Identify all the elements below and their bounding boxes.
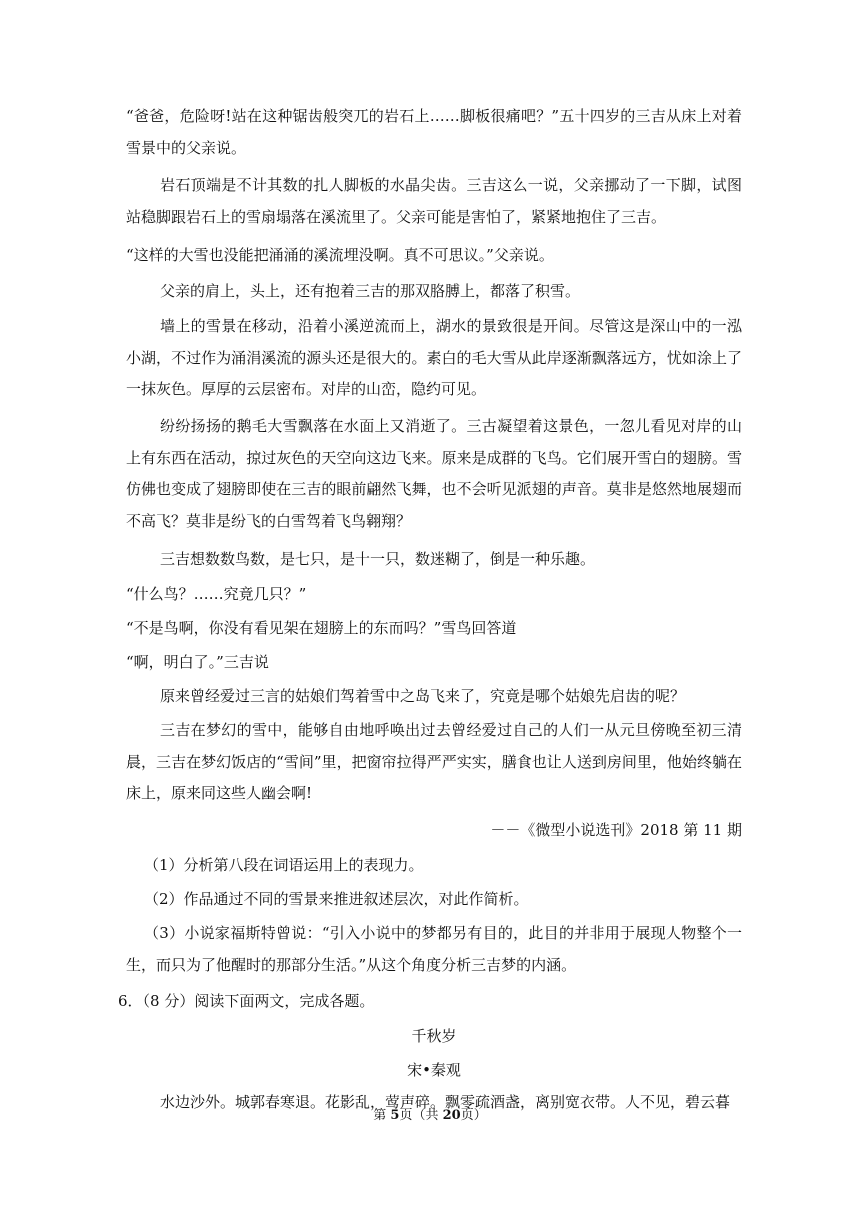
- footer-middle: 页（共: [399, 1108, 443, 1123]
- footer-suffix: 页）: [460, 1108, 487, 1123]
- paragraph-8: “什么鸟？……究竟几只？”: [126, 585, 307, 603]
- footer-page-number: 5: [390, 1108, 400, 1123]
- poem-first-line: 水边沙外。城郭春寒退。花影乱，莺声碎。飘零疏酒盏，离别宽衣带。人不见，碧云暮: [160, 1093, 731, 1111]
- paragraph-5: 墙上的雪景在移动，沿着小溪逆流而上，湖水的景致很是开间。尽管这是深山中的一泓小湖，不过作为涌涓溪流的源头还是很大的。素白的毛大雪从此岸逐渐飘落远方，忧如涂上了一抹灰色。厚厚的云层密布。对岸的山峦，隐约可见。: [126, 317, 742, 398]
- paragraph-3: “这样的大雪也没能把涌涌的溪流埋没啊。真不可思议。”父亲说。: [126, 246, 554, 264]
- question-2: （2）作品通过不同的雪景来推进叙述层次，对此作简析。: [144, 890, 529, 908]
- page-footer: [0, 1107, 860, 1125]
- section-6-heading: 6．（8 分）阅读下面两文，完成各题。: [118, 992, 375, 1010]
- paragraph-2: 岩石顶端是不计其数的扎人脚板的水晶尖齿。三吉这么一说，父亲挪动了一下脚，试图站稳脚跟岩石上的雪扇塌落在溪流里了。父亲可能是害怕了，紧紧地抱住了三吉。: [126, 176, 742, 226]
- paragraph-9: “不是鸟啊，你没有看见架在翅膀上的东而吗？”雪鸟回答道: [126, 619, 517, 637]
- paragraph-4: 父亲的肩上，头上，还有抱着三吉的那双胳膊上，都落了积雪。: [160, 282, 581, 300]
- paragraph-7: 三吉想数数鸟数，是七只，是十一只，数迷糊了，倒是一种乐趣。: [160, 550, 596, 568]
- paragraph-12: 三吉在梦幻的雪中，能够自由地呼唤出过去曾经爱过自己的人们一从元旦傍晚至初三清晨，三吉在梦幻饭店的“雪间”里，把窗帘拉得严严实实，膳食也让人送到房间里，他始终躺在床上，原来同这些人幽会啊!: [126, 721, 742, 802]
- source-citation: －－《微型小说选刊》2018 第 11 期: [490, 821, 742, 839]
- paragraph-1: “爸爸，危险呀!站在这种锯齿般突兀的岩石上……脚板很痛吧？”五十四岁的三吉从床上对着雪景中的父亲说。: [126, 107, 742, 157]
- poem-title: 千秋岁: [411, 1027, 457, 1045]
- paragraph-11: 原来曾经爱过三言的姑娘们驾着雪中之岛飞来了，究竟是哪个姑娘先启齿的呢？: [160, 687, 686, 705]
- question-1: （1）分析第八段在词语运用上的表现力。: [144, 856, 424, 874]
- footer-prefix: 第: [373, 1108, 391, 1123]
- footer-total-pages: 20: [442, 1108, 461, 1123]
- question-3: （3）小说家福斯特曾说：“引入小说中的梦都另有目的，此目的并非用于展现人物整个一生，而只为了他醒时的那部分生活。”从这个角度分析三吉梦的内涵。: [126, 924, 742, 974]
- poem-author: 宋•秦观: [407, 1061, 461, 1079]
- paragraph-6: 纷纷扬扬的鹅毛大雪飘落在水面上又消逝了。三古凝望着这景色，一忽儿看见对岸的山上有东西在活动，掠过灰色的天空向这边飞来。原来是成群的飞鸟。它们展开雪白的翅膀。雪仿佛也变成了翅膀即使在三吉的眼前翩然飞舞，也不会听见派翅的声音。莫非是悠然地展翅而不高飞？莫非是纷飞的白雪驾着飞鸟翱翔？: [126, 417, 742, 530]
- paragraph-10: “啊，明白了。”三吉说: [126, 653, 269, 671]
